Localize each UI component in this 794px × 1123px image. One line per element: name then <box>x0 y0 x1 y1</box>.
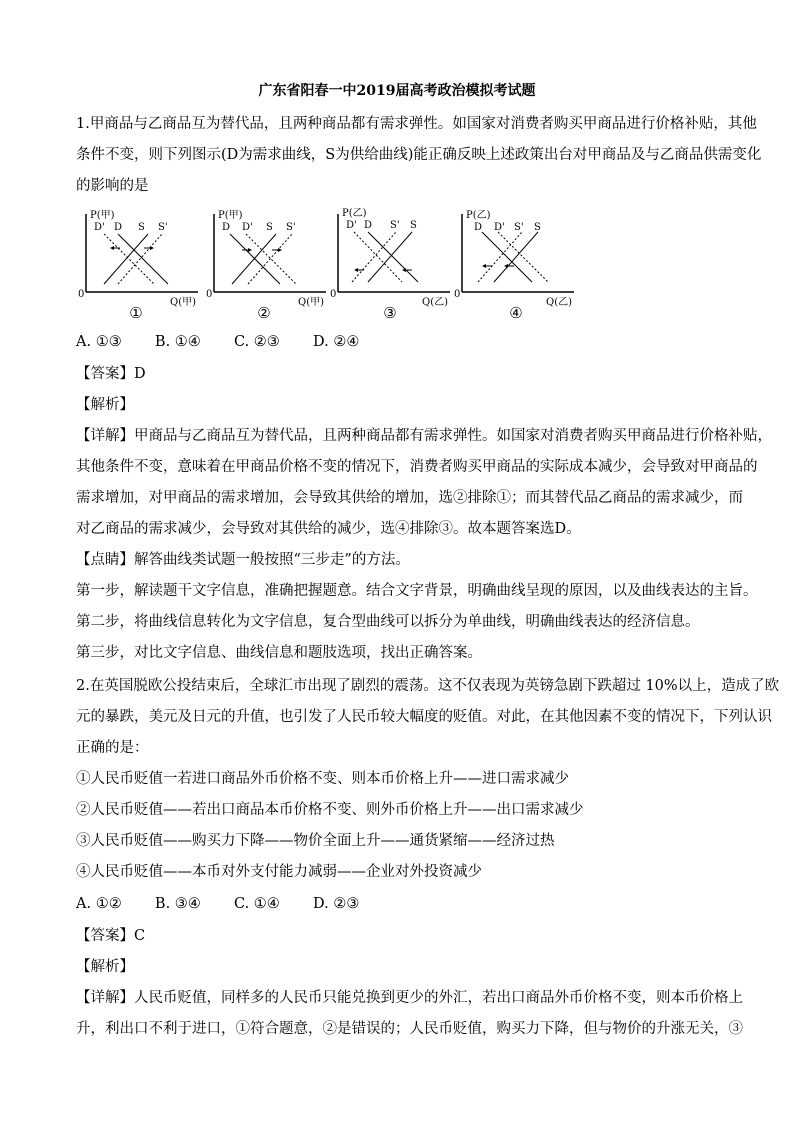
figure-3-number: ③ <box>383 304 397 322</box>
q1-option-a: A. ①③ <box>76 334 122 350</box>
figure-1-curve-label-4: S' <box>158 222 168 233</box>
q1-options <box>76 332 736 352</box>
q2-option-c: C. ①④ <box>234 896 280 912</box>
figure-3-curve-label-4: S <box>410 220 417 231</box>
q2-item-1: ①人民币贬值一若进口商品外币价格不变、则本币价格上升——进口需求减少 <box>76 771 569 787</box>
q2-answer: 【答案】C <box>76 928 146 944</box>
q2-item-3: ③人民币贬值——购买力下降——物价全面上升——通货紧缩——经济过热 <box>76 833 555 849</box>
q1-answer: 【答案】D <box>76 366 146 382</box>
q2-item-4: ④人民币贬值——本币对外支付能力减弱——企业对外投资减少 <box>76 864 482 880</box>
figure-3-curve-label-2: D <box>364 220 373 231</box>
q2-stem-line-3: 正确的是： <box>76 740 149 756</box>
figure-3-y-label: P(乙) <box>342 208 367 219</box>
figure-1 <box>76 206 201 326</box>
q1-jiexi: 【解析】 <box>76 397 134 413</box>
figure-1-x-label: Q(甲) <box>170 297 197 308</box>
q1-detail-line-1: 【详解】甲商品与乙商品互为替代品，且两种商品都有需求弹性。如国家对消费者购买甲商品进行价格补贴， <box>76 428 772 444</box>
q2-options <box>76 894 736 914</box>
figure-4-origin: 0 <box>454 289 461 300</box>
q1-detail-line-4: 对乙商品的需求减少，会导致对其供给的减少，选④排除③。故本题答案选D。 <box>76 521 581 537</box>
q1-dianjing-line-2: 第一步，解读题干文字信息，准确把握题意。结合文字背景，明确曲线呈现的原因，以及曲线表达的主旨。 <box>76 583 758 599</box>
figure-2-curve-label-1: D <box>222 222 231 233</box>
figure-4-curve-label-2: D' <box>494 222 505 233</box>
figure-3-curve-label-3: S' <box>390 220 400 231</box>
figure-4-x-label: Q(乙) <box>546 297 573 308</box>
q1-option-c: C. ②③ <box>234 334 280 350</box>
figure-2-y-label: P(甲) <box>218 210 243 221</box>
q1-dianjing-line-4: 第三步，对比文字信息、曲线信息和题肢选项，找出正确答案。 <box>76 645 482 661</box>
q2-option-a: A. ①② <box>76 896 122 912</box>
q2-detail-line-1: 【详解】人民币贬值，同样多的人民币只能兑换到更少的外汇，若出口商品外币价格不变，则本币价格上 <box>76 990 743 1006</box>
q2-stem-line-1: 2.在英国脱欧公投结束后，全球汇市出现了剧烈的震荡。这不仅表现为英镑急剧下跌超过 10%以上，造成了欧 <box>76 678 780 694</box>
q1-option-b: B. ①④ <box>154 334 201 350</box>
figure-1-origin: 0 <box>78 289 85 300</box>
figure-4 <box>452 206 577 326</box>
q1-dianjing-line-3: 第二步，将曲线信息转化为文字信息，复合型曲线可以拆分为单曲线，明确曲线表达的经济信息。 <box>76 614 700 630</box>
figure-3-curve-label-1: D' <box>346 220 357 231</box>
figure-2-curve-label-2: D' <box>242 222 253 233</box>
q1-stem-line-3: 的影响的是 <box>76 178 149 194</box>
figure-4-number: ④ <box>509 304 523 322</box>
page-title: 广东省阳春一中2019届高考政治模拟考试题 <box>258 83 536 99</box>
figure-1-y-label: P(甲) <box>90 210 115 221</box>
q1-detail-line-3: 需求增加，对甲商品的需求增加，会导致其供给的增加，选②排除①；而其替代品乙商品的需求减少，而 <box>76 490 743 506</box>
figure-2-origin: 0 <box>206 289 213 300</box>
q2-detail-line-2: 升，利出口不利于进口，①符合题意，②是错误的；人民币贬值，购买力下降，但与物价的升涨无关，③ <box>76 1021 743 1037</box>
figure-4-curve-label-3: S' <box>514 222 524 233</box>
figure-4-curve-label-1: D <box>474 222 483 233</box>
q1-figures <box>76 206 656 326</box>
figure-2 <box>204 206 329 326</box>
figure-4-y-label: P(乙) <box>466 210 491 221</box>
q2-jiexi: 【解析】 <box>76 959 134 975</box>
figure-1-number: ① <box>129 304 143 322</box>
q2-item-2: ②人民币贬值——若出口商品本币价格不变、则外币价格上升——出口需求减少 <box>76 802 584 818</box>
figure-2-x-label: Q(甲) <box>298 297 325 308</box>
figure-1-curve-label-3: S <box>138 222 145 233</box>
q1-option-d: D. ②④ <box>313 334 360 350</box>
figure-3-x-label: Q(乙) <box>422 297 449 308</box>
figure-2-number: ② <box>257 304 271 322</box>
figure-3-origin: 0 <box>330 289 337 300</box>
q2-stem-line-2: 元的暴跌，美元及日元的升值，也引发了人民币较大幅度的贬值。对此，在其他因素不变的情况下，下列认识 <box>76 709 772 725</box>
q1-detail-line-2: 其他条件不变，意味着在甲商品价格不变的情况下，消费者购买甲商品的实际成本减少，会导致对甲商品的 <box>76 459 758 475</box>
q1-dianjing-line-1: 【点睛】解答曲线类试题一般按照“三步走”的方法。 <box>76 552 410 568</box>
q1-stem-line-1: 1.甲商品与乙商品互为替代品，且两种商品都有需求弹性。如国家对消费者购买甲商品进行价格补贴，其他 <box>76 116 757 132</box>
figure-2-curve-label-4: S' <box>286 222 296 233</box>
q2-option-b: B. ③④ <box>154 896 201 912</box>
figure-1-curve-label-2: D <box>114 222 123 233</box>
q2-option-d: D. ②③ <box>313 896 360 912</box>
figure-2-curve-label-3: S <box>266 222 273 233</box>
figure-1-curve-label-1: D' <box>94 222 105 233</box>
q1-stem-line-2: 条件不变，则下列图示(D为需求曲线，S为供给曲线)能正确反映上述政策出台对甲商品及与乙商品供需变化 <box>76 147 762 163</box>
figure-4-curve-label-4: S <box>534 222 541 233</box>
figure-3 <box>328 206 453 326</box>
